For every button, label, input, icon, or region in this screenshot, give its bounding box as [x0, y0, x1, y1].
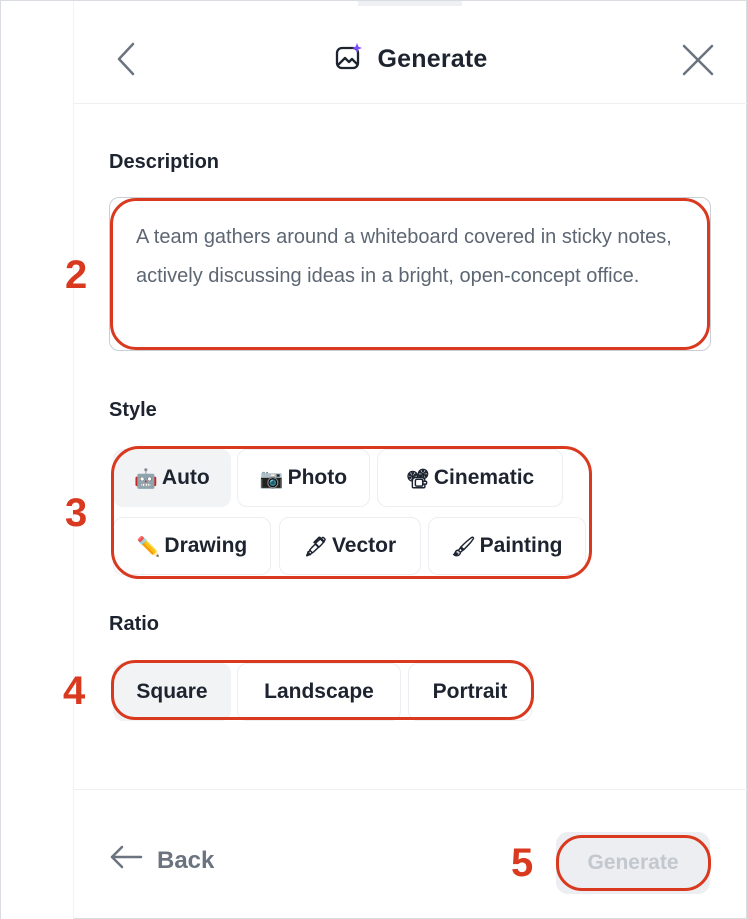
generate-button[interactable] — [556, 832, 710, 894]
robot-icon: 🤖 — [134, 467, 158, 490]
ratio-option-label: Landscape — [264, 680, 374, 703]
ratio-option-portrait[interactable] — [408, 663, 532, 721]
annotation-step-4: 4 — [63, 669, 86, 713]
film-projector-icon: 📽 — [405, 467, 430, 490]
description-value: A team gathers around a whiteboard covered in sticky notes, actively discussing ideas in a bright, open-concept office. — [136, 226, 672, 287]
header-title-group — [73, 39, 747, 79]
paintbrush-icon: 🖌 — [451, 535, 476, 558]
style-label: Style — [109, 399, 157, 421]
ratio-option-landscape[interactable] — [237, 663, 401, 721]
style-option-label: Auto — [161, 466, 210, 489]
arrow-left-icon — [109, 845, 143, 876]
camera-icon: 📷 — [259, 467, 284, 490]
style-option-auto[interactable] — [113, 449, 231, 507]
description-label: Description — [109, 151, 220, 173]
close-icon[interactable] — [677, 39, 719, 81]
ratio-option-label: Portrait — [432, 680, 508, 703]
generate-label: Generate — [587, 851, 679, 874]
back-button[interactable] — [109, 845, 214, 876]
style-option-vector[interactable] — [279, 517, 421, 575]
ratio-option-label: Square — [136, 680, 208, 703]
page-title: Generate — [377, 44, 488, 73]
back-label: Back — [157, 846, 215, 874]
pen-icon: 🖋 — [303, 535, 328, 558]
pencil-icon: ✏️ — [136, 535, 161, 558]
description-textarea[interactable] — [109, 197, 711, 351]
left-gutter — [1, 1, 74, 919]
style-option-label: Vector — [331, 534, 397, 557]
style-option-photo[interactable] — [237, 449, 370, 507]
ratio-label: Ratio — [109, 613, 159, 635]
style-option-painting[interactable] — [428, 517, 586, 575]
style-option-label: Cinematic — [433, 466, 535, 489]
annotation-step-2: 2 — [65, 253, 88, 297]
style-option-label: Drawing — [164, 534, 248, 557]
style-option-drawing[interactable] — [113, 517, 271, 575]
style-option-label: Painting — [479, 534, 563, 557]
ratio-option-square[interactable] — [113, 663, 231, 721]
image-sparkle-icon — [334, 42, 364, 77]
style-option-cinematic[interactable] — [377, 449, 563, 507]
annotation-step-5: 5 — [511, 841, 534, 885]
style-option-label: Photo — [287, 466, 348, 489]
panel-footer — [73, 789, 747, 919]
annotation-step-3: 3 — [65, 491, 88, 535]
panel-header — [73, 1, 747, 104]
